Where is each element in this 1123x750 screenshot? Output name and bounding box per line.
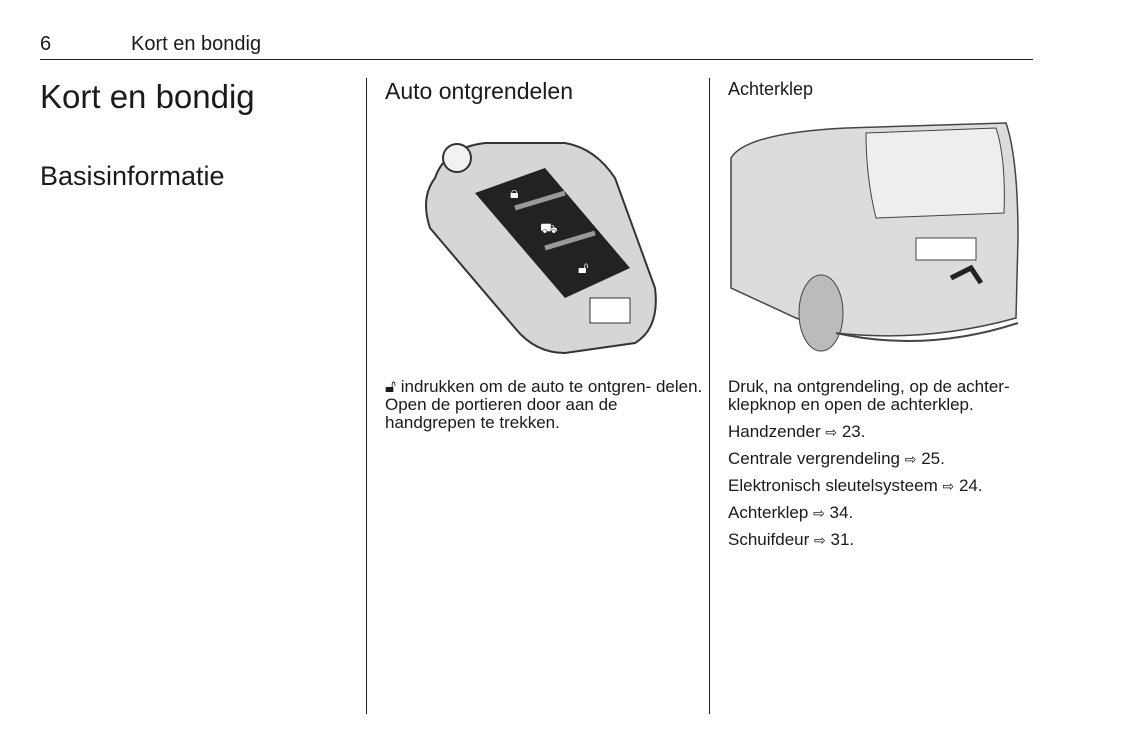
running-header: Kort en bondig: [131, 33, 262, 55]
lock-icon: 🔒︎: [510, 185, 519, 202]
van-icon: ⛟: [540, 220, 558, 236]
arrow-right-outline-icon: ⇨: [904, 451, 917, 467]
column-divider: [709, 78, 710, 714]
page-number: 6: [40, 33, 52, 55]
arrow-right-outline-icon: ⇨: [825, 424, 838, 440]
cross-reference[interactable]: Elektronisch sleutelsysteem ⇨ 24.: [728, 476, 983, 495]
arrow-right-outline-icon: ⇨: [813, 505, 825, 521]
tailgate-instructions: Druk, na ontgrendeling, op de achter-klepknop en open de achterklep.: [728, 377, 1010, 414]
heading-unlock-car: Auto ontgrendelen: [385, 78, 573, 104]
page-title: Kort en bondig: [40, 78, 255, 115]
arrow-right-outline-icon: ⇨: [942, 478, 955, 494]
van-rear-illustration: [726, 118, 1022, 354]
key-fob-illustration: [415, 138, 665, 358]
unlock-icon: 🔓︎: [578, 260, 589, 277]
column-divider: [366, 78, 367, 714]
cross-reference[interactable]: Centrale vergrendeling ⇨ 25.: [728, 449, 945, 468]
arrow-right-outline-icon: ⇨: [814, 532, 826, 548]
section-title: Basisinformatie: [40, 161, 225, 191]
cross-reference[interactable]: Achterklep ⇨ 34.: [728, 503, 854, 522]
cross-reference[interactable]: Handzender ⇨ 23.: [728, 422, 866, 441]
cross-reference[interactable]: Schuifdeur ⇨ 31.: [728, 530, 855, 549]
unlock-instructions: 🔓︎ indrukken om de auto te ontgren- delen. Open de portieren door aan de handgrepen te trekken.: [385, 377, 703, 432]
unlock-icon: 🔓︎: [385, 377, 397, 396]
header-rule: [40, 59, 1033, 60]
tailgate-content: [728, 378, 1038, 549]
heading-tailgate: Achterklep: [728, 79, 814, 99]
